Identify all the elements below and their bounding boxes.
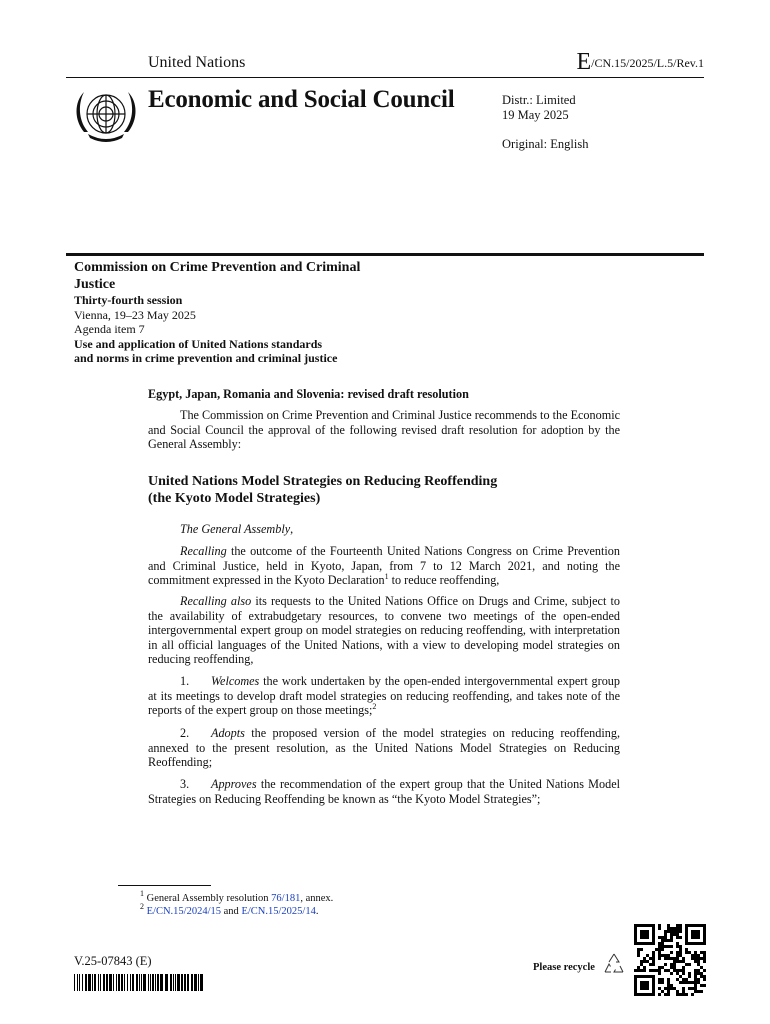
- p2-text: its requests to the United Nations Office on Drugs and Crime, subject to the availability of extrabudgetary resources, to convene two meetings of the open-ended intergovernmental expert group on model strategies on reducing reoffending, with interpretation in all official languages of the United Nations, with a view to developing model strategies on reducing reoffending,: [148, 594, 620, 667]
- header-rule: [66, 77, 704, 78]
- footnote-ref-2[interactable]: 2: [372, 702, 377, 712]
- footnote-2-link-2[interactable]: E/CN.15/2025/14: [241, 906, 316, 917]
- symbol-code: /CN.15/2025/L.5/Rev.1: [591, 56, 704, 70]
- general-assembly-label: The General Assembly: [180, 522, 291, 536]
- recycle-label: Please recycle: [533, 962, 595, 973]
- footnote-2-number: 2: [140, 902, 144, 911]
- resolution-title-line-2: (the Kyoto Model Strategies): [148, 490, 321, 506]
- footnote-1: [140, 889, 334, 905]
- p5-text: the recommendation of the expert group that the United Nations Model Strategies on Reducing Reoffending be known as “the Kyoto Model Strategies”;: [148, 777, 620, 806]
- distribution-label: Distr.: Limited: [502, 93, 576, 107]
- op-number-3: 3.: [180, 777, 190, 791]
- general-assembly-line: [148, 522, 620, 537]
- qr-code-icon[interactable]: [634, 924, 706, 996]
- document-number: V.25-07843 (E): [74, 954, 152, 968]
- header-thick-rule: [66, 253, 704, 256]
- resolution-title: [148, 474, 620, 507]
- footnote-1-text: General Assembly resolution: [146, 893, 272, 904]
- symbol-letter: E: [576, 49, 592, 75]
- p1-end: to reduce reoffending,: [388, 573, 500, 588]
- agenda-title-line-2: and norms in crime prevention and criminal justice: [74, 351, 338, 365]
- p1-text: the outcome of the Fourteenth United Nations Congress on Crime Prevention and Criminal Justice, held in Kyoto, Japan, from 7 to 12 March 2021, and noting the commitment expressed in the Kyoto Declaration: [148, 544, 620, 588]
- distribution-info: [502, 93, 576, 123]
- p3-lead: Welcomes: [211, 674, 260, 688]
- op-number-1: 1.: [180, 674, 190, 688]
- p3-text: the work undertaken by the open-ended intergovernmental expert group at its meetings to develop draft model strategies on reducing reoffending, and takes note of the reports of the expert group on those meetings;: [148, 674, 620, 718]
- session-venue: Vienna, 19–23 May 2025: [74, 307, 196, 322]
- session-number: Thirty-fourth session: [74, 293, 183, 307]
- footnote-1-number: 1: [140, 889, 144, 898]
- recycle-icon: [601, 952, 627, 976]
- operative-paragraph-2: [148, 726, 620, 770]
- preamble-paragraph-1: [148, 544, 620, 588]
- un-label: United Nations: [148, 54, 246, 71]
- footnote-1-end: , annex.: [300, 893, 334, 904]
- p1-lead: Recalling: [180, 544, 227, 558]
- p4-text: the proposed version of the model strategies on reducing reoffending, annexed to the present resolution, as the United Nations Model Strategies on Reducing Reoffending;: [148, 726, 620, 770]
- session-info: [74, 293, 337, 366]
- agenda-item: Agenda item 7: [74, 322, 145, 336]
- footnote-ref-1[interactable]: 1: [384, 572, 389, 582]
- resolution-title-line-1: United Nations Model Strategies on Reducing Reoffending: [148, 474, 498, 489]
- footnote-2: [140, 902, 319, 918]
- footnote-2-link-1[interactable]: E/CN.15/2024/15: [146, 906, 222, 917]
- operative-paragraph-1: [148, 674, 620, 718]
- issue-date: 19 May 2025: [502, 108, 569, 122]
- commission-name: Commission on Crime Prevention and Criminal Justice: [74, 260, 361, 292]
- un-emblem-icon: [70, 84, 142, 148]
- resolution-sponsors: Egypt, Japan, Romania and Slovenia: revised draft resolution: [148, 387, 469, 401]
- p5-lead: Approves: [211, 777, 257, 791]
- general-assembly-comma: ,: [290, 522, 294, 536]
- footnote-2-end: .: [315, 906, 319, 917]
- p4-lead: Adopts: [211, 726, 245, 740]
- council-title: Economic and Social Council: [148, 86, 455, 113]
- footnote-rule: [118, 885, 211, 886]
- footnote-2-and: and: [221, 906, 242, 917]
- barcode-icon: [74, 974, 204, 991]
- operative-paragraph-3: [148, 777, 620, 806]
- original-language: Original: English: [502, 137, 589, 151]
- agenda-title-line-1: Use and application of United Nations standards: [74, 336, 323, 351]
- p2-lead: Recalling also: [180, 594, 252, 608]
- document-symbol: [576, 49, 704, 76]
- op-number-2: 2.: [180, 726, 190, 740]
- preamble-paragraph-2: [148, 594, 620, 667]
- footnote-1-link[interactable]: 76/181: [271, 893, 301, 904]
- intro-paragraph: The Commission on Crime Prevention and Criminal Justice recommends to the Economic and Social Council the approval of the following revised draft resolution for adoption by the General Assembly:: [148, 408, 620, 452]
